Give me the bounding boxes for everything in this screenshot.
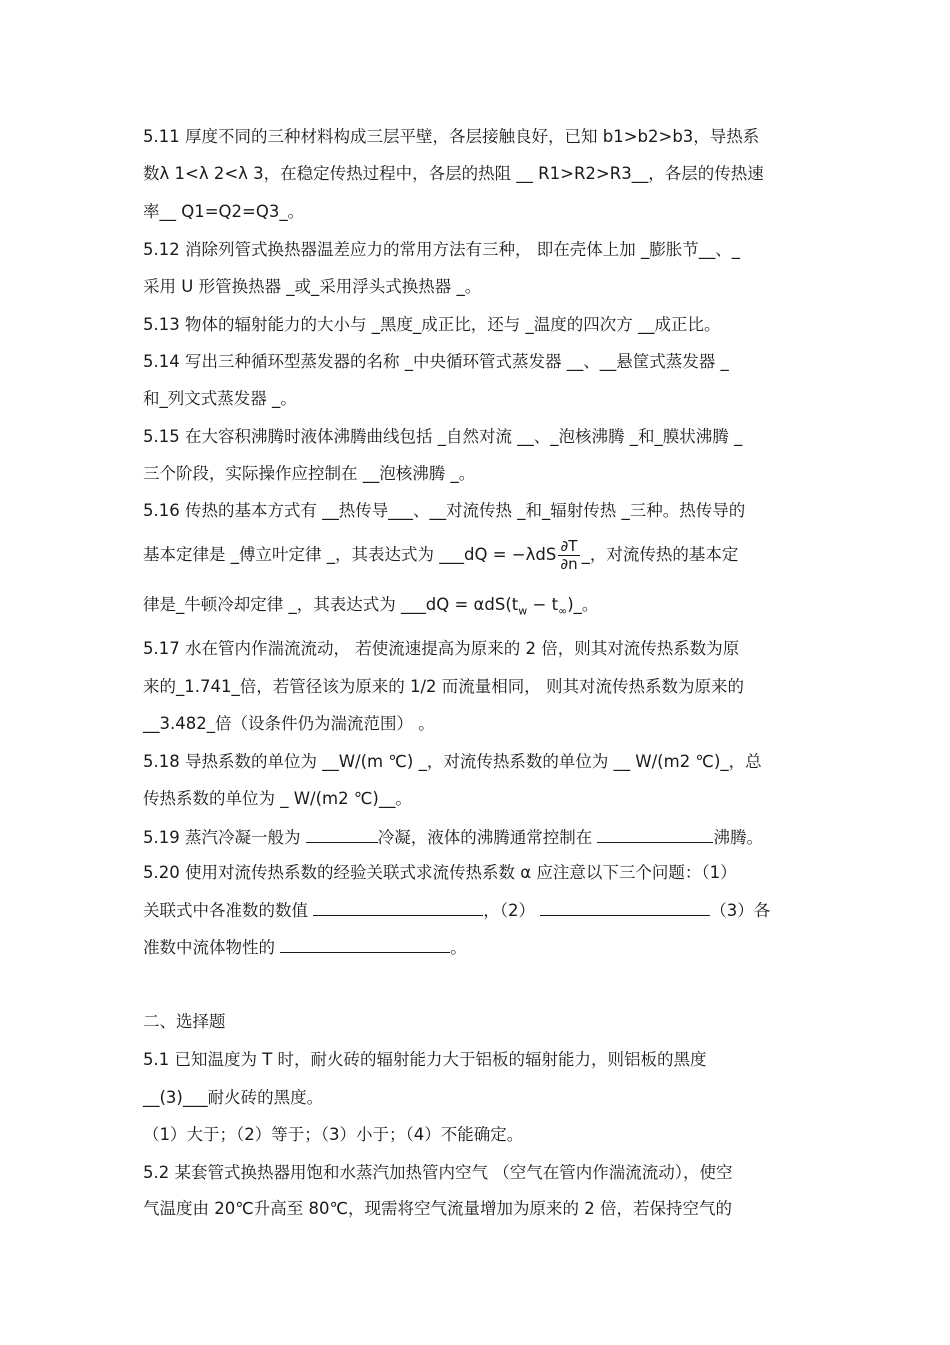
q520-line-3: 准数中流体物性的 。: [143, 938, 467, 957]
text-line: 来的_1.741_倍，若管径该为原来的 1/2 而流量相同， 则其对流传热系数为原来的: [143, 677, 745, 696]
text-line: 5.18 导热系数的单位为 __W/(m ℃) _，对流传热系数的单位为 __ W/(m2 ℃)_，总: [143, 752, 762, 771]
text-line: 三个阶段，实际操作应控制在 __泡核沸腾 _。: [143, 464, 476, 483]
answer-blank: [313, 899, 483, 916]
fourier-law-line: 基本定律是 _傅立叶定律 _，其表达式为 ___dQ = −λdS $\frac{\partial T}{\partial n}$ _，对流传热的基本定: [143, 537, 739, 573]
text-line: 数λ 1<λ 2<λ 3，在稳定传热过程中，各层的热阻 __ R1>R2>R3__，各层的传热速: [143, 164, 764, 183]
text-line: 气温度由 20℃升高至 80℃，现需将空气流量增加为原来的 2 倍，若保持空气的: [143, 1199, 733, 1218]
text-line: 和_列文式蒸发器 _。: [143, 389, 297, 408]
q520-line-2: 关联式中各准数的数值 ，（2） （3）各: [143, 901, 771, 920]
text-line: 5.2 某套管式换热器用饱和水蒸汽加热管内空气 （空气在管内作湍流流动），使空: [143, 1163, 733, 1182]
text-line: 5.11 厚度不同的三种材料构成三层平壁，各层接触良好，已知 b1>b2>b3，导热系: [143, 127, 760, 146]
newton-equation: dQ = αdS(t: [425, 595, 519, 614]
newton-law-line: 律是_牛顿冷却定律 _，其表达式为 ___dQ = $\alpha dS(t_w$ − $t_\infty)\_$。: [143, 595, 599, 618]
text-line: __(3)___耐火砖的黑度。: [143, 1088, 324, 1107]
text-line: 5.17 水在管内作湍流流动， 若使流速提高为原来的 2 倍，则其对流传热系数为原: [143, 639, 740, 658]
partial-fraction: $\frac{\partial T}{\partial n}$: [560, 537, 578, 573]
answer-blank: [306, 826, 378, 843]
text-line: __3.482_倍（设条件仍为湍流范围） 。: [143, 714, 435, 733]
answer-blank: [597, 826, 713, 843]
fourier-equation: dQ = −λdS: [464, 545, 557, 564]
section-heading: 二、选择题: [143, 1012, 226, 1031]
text-line: 率__ Q1=Q2=Q3_。: [143, 202, 305, 221]
text-line: 传热系数的单位为 _ W/(m2 ℃)__。: [143, 789, 412, 808]
text-line: 5.20 使用对流传热系数的经验关联式求流传热系数 α 应注意以下三个问题：（1）: [143, 863, 737, 882]
text-line: 5.16 传热的基本方式有 __热传导___、__对流传热 _和_辐射传热 _三种。热传导的: [143, 501, 746, 520]
text-line: 5.12 消除列管式换热器温差应力的常用方法有三种， 即在壳体上加 _膨胀节__、_: [143, 240, 740, 259]
text-line: 5.13 物体的辐射能力的大小与 _黑度_成正比，还与 _温度的四次方 __成正比。: [143, 315, 721, 334]
text-line: 5.14 写出三种循环型蒸发器的名称 _中央循环管式蒸发器 __、__悬筐式蒸发器 _: [143, 352, 729, 371]
answer-blank: [280, 936, 450, 953]
text-line: 采用 U 形管换热器 _或_采用浮头式换热器 _。: [143, 277, 482, 296]
text-line: 5.1 已知温度为 T 时，耐火砖的辐射能力大于铝板的辐射能力，则铝板的黑度: [143, 1050, 707, 1069]
q519-line: 5.19 蒸汽冷凝一般为 冷凝，液体的沸腾通常控制在 沸腾。: [143, 828, 763, 847]
answer-blank: [540, 899, 710, 916]
text-line: 5.15 在大容积沸腾时液体沸腾曲线包括 _自然对流 __、_泡核沸腾 _和_膜状沸腾 _: [143, 427, 743, 446]
options-line: （1）大于；（2）等于；（3）小于；（4）不能确定。: [143, 1125, 524, 1144]
